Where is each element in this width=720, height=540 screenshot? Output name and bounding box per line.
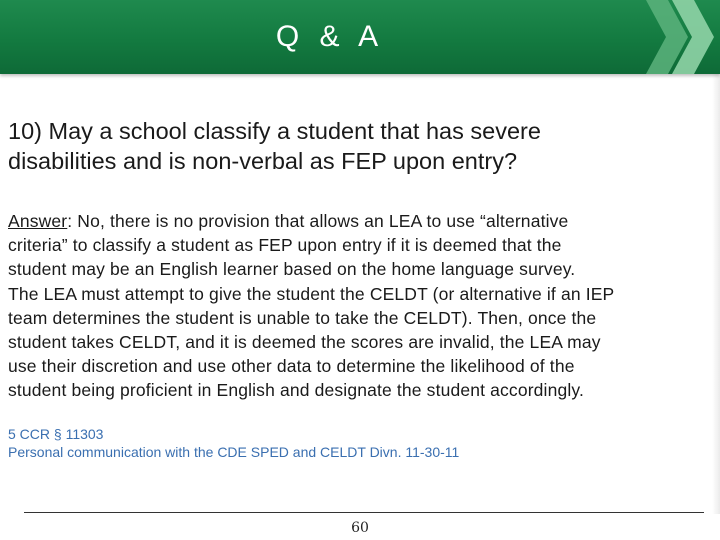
question-line: 10) May a school classify a student that has severe <box>8 118 541 144</box>
references <box>8 425 708 461</box>
answer-line: The LEA must attempt to give the student the CELDT (or alternative if an IEP <box>8 283 615 304</box>
answer-text <box>8 209 708 403</box>
reference-citation: 5 CCR § 11303 <box>8 426 104 442</box>
slide-title: Q & A <box>275 20 385 53</box>
question-line: disabilities and is non-verbal as FEP upon entry? <box>8 148 518 174</box>
chevron-arrows-icon <box>640 0 720 74</box>
answer-line: student being proficient in English and designate the student accordingly. <box>8 380 585 401</box>
side-shadow <box>712 74 720 514</box>
page-number: 60 <box>351 520 369 536</box>
answer-line: use their discretion and use other data to determine the likelihood of the <box>8 356 575 377</box>
answer-line: criteria” to classify a student as FEP upon entry if it is deemed that the <box>8 235 562 256</box>
answer-label: Answer <box>8 211 68 231</box>
question-text <box>8 116 698 176</box>
reference-note: Personal communication with the CDE SPED and CELDT Divn. 11-30-11 <box>8 444 460 460</box>
footer-divider <box>24 512 704 513</box>
answer-line: Answer: No, there is no provision that allows an LEA to use “alternative <box>8 211 569 231</box>
answer-line: student may be an English learner based on the home language survey. <box>8 259 576 280</box>
answer-line: team determines the student is unable to take the CELDT). Then, once the <box>8 307 597 328</box>
header-banner <box>0 0 720 74</box>
answer-line: student takes CELDT, and it is deemed the scores are invalid, the LEA may <box>8 332 601 353</box>
